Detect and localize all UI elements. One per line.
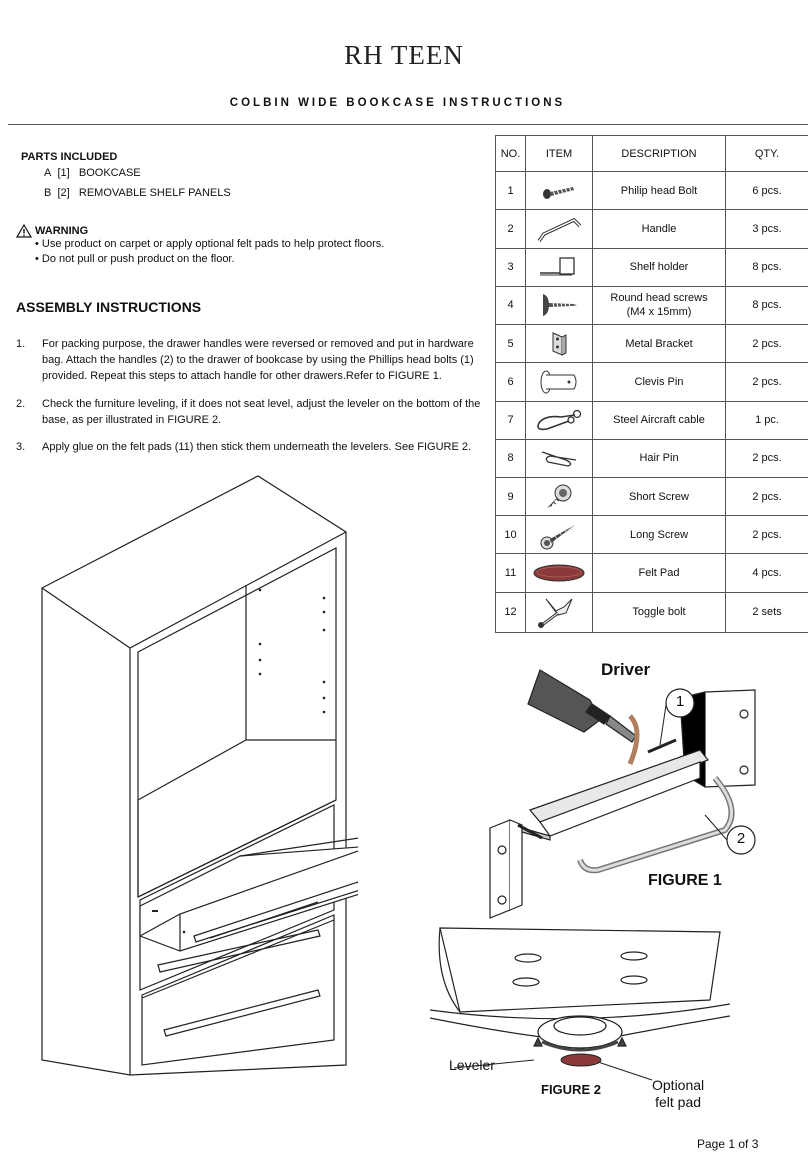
row-no: 2 (496, 210, 526, 248)
shelf-holder-icon (526, 248, 593, 286)
callout-2: 2 (736, 830, 746, 847)
step-number: 3. (16, 441, 26, 453)
table-row (496, 363, 808, 401)
page-number: Page 1 of 3 (697, 1137, 759, 1151)
table-row (496, 172, 808, 210)
felt-pad-label (652, 1077, 704, 1111)
header-divider (8, 124, 808, 125)
row-description-line: (M4 x 15mm) (626, 306, 692, 319)
figure-2-illustration (430, 920, 730, 1100)
table-row (496, 516, 808, 554)
row-no: 10 (496, 516, 526, 554)
row-no: 3 (496, 248, 526, 286)
warning-bullet: • Do not pull or push product on the floor. (35, 253, 235, 265)
row-description: Steel Aircraft cable (593, 401, 726, 439)
hair-pin-icon (526, 439, 593, 477)
row-description: Toggle bolt (593, 592, 726, 632)
brand-logo: RH TEEN (344, 40, 464, 70)
row-qty: 4 pcs. (726, 554, 808, 592)
row-description: Hair Pin (593, 439, 726, 477)
warning-bullet-text: Do not pull or push product on the floor. (41, 253, 235, 265)
row-description: Metal Bracket (593, 325, 726, 363)
warning-icon (16, 224, 32, 238)
row-no: 4 (496, 286, 526, 324)
row-description: Shelf holder (593, 248, 726, 286)
warning-bullet: • Use product on carpet or apply optional felt pads to help protect floors. (35, 238, 385, 250)
figure-1-illustration (480, 660, 800, 930)
parts-table (495, 135, 808, 633)
row-qty: 8 pcs. (726, 286, 808, 324)
row-description (593, 286, 726, 324)
felt-pad-label-line: Optional (652, 1077, 705, 1093)
table-row (496, 286, 808, 324)
row-no: 11 (496, 554, 526, 592)
figure-1-label: FIGURE 1 (648, 872, 722, 889)
aircraft-cable-icon (526, 401, 593, 439)
assembly-step-2 (16, 396, 486, 428)
figure-2-label: FIGURE 2 (541, 1082, 601, 1097)
table-header-row (496, 136, 808, 172)
part-letter: B (44, 187, 52, 199)
parts-included-heading: PARTS INCLUDED (21, 151, 118, 163)
row-qty: 2 pcs. (726, 363, 808, 401)
step-number: 1. (16, 338, 26, 350)
felt-pad-label-line: felt pad (655, 1094, 702, 1110)
row-no: 6 (496, 363, 526, 401)
row-description: Philip head Bolt (593, 172, 726, 210)
row-qty: 6 pcs. (726, 172, 808, 210)
row-description-line: Round head screws (610, 292, 708, 305)
document-title: COLBIN WIDE BOOKCASE INSTRUCTIONS (229, 97, 566, 109)
handle-icon (526, 210, 593, 248)
table-row (496, 554, 808, 592)
row-no: 7 (496, 401, 526, 439)
row-no: 8 (496, 439, 526, 477)
part-name: REMOVABLE SHELF PANELS (78, 187, 231, 199)
table-row (496, 477, 808, 515)
row-no: 9 (496, 477, 526, 515)
step-text: Apply glue on the felt pads (11) then stick them underneath the levelers. See FIGURE 2. (42, 441, 472, 453)
header-no: NO. (496, 136, 526, 172)
round-head-screw-icon (526, 286, 593, 324)
part-name: BOOKCASE (78, 167, 141, 179)
step-text: Check the furniture leveling, if it does not seat level, adjust the leveler on the bottom of the base, as per illustrated in FIGURE 2. (42, 398, 481, 426)
row-no: 5 (496, 325, 526, 363)
leveler-label: Leveler (449, 1057, 495, 1073)
bookcase-illustration (28, 470, 358, 1085)
header-qty: QTY. (726, 136, 808, 172)
table-row (496, 592, 808, 632)
assembly-heading: ASSEMBLY INSTRUCTIONS (16, 299, 202, 315)
table-row (496, 210, 808, 248)
table-row (496, 439, 808, 477)
table-row (496, 401, 808, 439)
driver-label: Driver (601, 660, 651, 679)
part-item-a (44, 167, 141, 179)
part-qty: [1] (57, 167, 70, 179)
warning-bullet-text: Use product on carpet or apply optional felt pads to help protect floors. (41, 238, 385, 250)
short-screw-icon (526, 477, 593, 515)
row-no: 12 (496, 592, 526, 632)
part-qty: [2] (57, 187, 70, 199)
row-qty: 2 pcs. (726, 439, 808, 477)
row-qty: 2 pcs. (726, 477, 808, 515)
row-qty: 2 pcs. (726, 516, 808, 554)
row-qty: 8 pcs. (726, 248, 808, 286)
table-row (496, 325, 808, 363)
part-letter: A (44, 167, 52, 179)
header-description: DESCRIPTION (593, 136, 726, 172)
step-text: For packing purpose, the drawer handles were reversed or removed and put in hardware bag. Attach the handles (2) to the drawer of bookcase by using the Phillips head bolts (1) provided. Repeat this steps to attach handle for other drawers.Refer to FIGURE 1. (42, 338, 474, 382)
row-no: 1 (496, 172, 526, 210)
step-number: 2. (16, 398, 26, 410)
row-qty: 2 sets (726, 592, 808, 632)
assembly-step-3 (16, 439, 496, 455)
row-description: Felt Pad (593, 554, 726, 592)
long-screw-icon (526, 516, 593, 554)
header-item: ITEM (526, 136, 593, 172)
row-qty: 1 pc. (726, 401, 808, 439)
warning-heading (16, 224, 88, 238)
row-description: Short Screw (593, 477, 726, 515)
warning-label: WARNING (35, 225, 89, 237)
part-item-b (44, 187, 231, 199)
assembly-step-1 (16, 336, 486, 384)
table-row (496, 248, 808, 286)
toggle-bolt-icon (526, 592, 593, 632)
metal-bracket-icon (526, 325, 593, 363)
clevis-pin-icon (526, 363, 593, 401)
row-description: Handle (593, 210, 726, 248)
felt-pad-icon (526, 554, 593, 592)
callout-1: 1 (675, 693, 685, 710)
bolt-icon (526, 172, 593, 210)
row-description: Clevis Pin (593, 363, 726, 401)
row-qty: 2 pcs. (726, 325, 808, 363)
row-description: Long Screw (593, 516, 726, 554)
row-qty: 3 pcs. (726, 210, 808, 248)
